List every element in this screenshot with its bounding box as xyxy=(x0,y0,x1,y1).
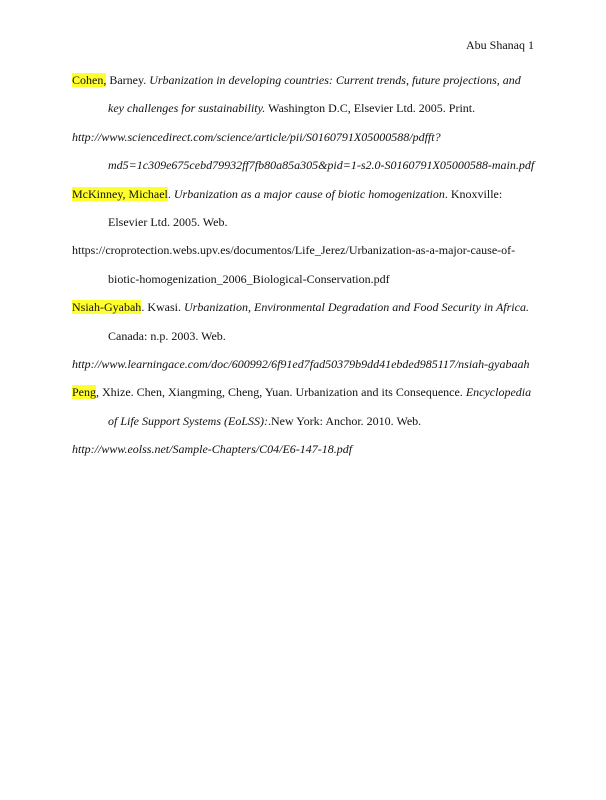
reference-url-line xyxy=(72,236,542,264)
reference-line xyxy=(72,94,542,122)
reference-url-line xyxy=(72,151,542,179)
italic-title: Urbanization as a major cause of biotic homogenization xyxy=(173,186,445,201)
reference-entry xyxy=(72,293,542,378)
highlighted-author: McKinney, Michael xyxy=(72,186,168,201)
reference-line xyxy=(72,66,542,94)
reference-line xyxy=(72,180,542,208)
highlighted-author: Peng xyxy=(72,385,96,400)
reference-line xyxy=(72,378,542,406)
url-text: biotic-homogenization_2006_Biological-Conservation.pdf xyxy=(108,271,390,286)
reference-entry xyxy=(72,66,542,180)
reference-line xyxy=(72,293,542,321)
reference-line xyxy=(72,322,542,350)
reference-entry xyxy=(72,180,542,294)
reference-entry xyxy=(72,378,542,463)
reference-line xyxy=(72,208,542,236)
italic-title: Encyclopedia xyxy=(465,385,532,400)
text-run: , Xhize. Chen, Xiangming, Cheng, Yuan. Urbanization and its Consequence. xyxy=(96,385,466,400)
text-run: .New York: Anchor. 2010. Web. xyxy=(268,413,422,428)
reference-url-line xyxy=(72,265,542,293)
reference-url-line xyxy=(72,435,542,463)
italic-title: Urbanization, Environmental Degradation and Food Security in Africa. xyxy=(183,300,529,315)
italic-title: Urbanization in developing countries: Current trends, future projections, and xyxy=(149,73,521,87)
url-text: http://www.eolss.net/Sample-Chapters/C04/E6-147-18.pdf xyxy=(72,442,353,457)
url-text: http://www.sciencedirect.com/science/article/pii/S0160791X05000588/pdfft? xyxy=(72,129,441,144)
text-run: . Knoxville: xyxy=(444,186,503,201)
text-run: Washington D.C, Elsevier Ltd. 2005. Print. xyxy=(265,101,476,116)
url-text: https://croprotection.webs.upv.es/documentos/Life_Jerez/Urbanization-as-a-major-cause-of- xyxy=(72,243,516,258)
running-head: Abu Shanaq 1 xyxy=(466,38,534,52)
reference-line xyxy=(72,407,542,435)
url-text: http://www.learningace.com/doc/600992/6f91ed7fad50379b9dd41ebded985117/nsiah-gyabaah xyxy=(72,356,530,371)
text-run: . Kwasi. xyxy=(141,300,184,315)
text-run: Elsevier Ltd. 2005. Web. xyxy=(108,214,228,229)
text-run: Canada: n.p. 2003. Web. xyxy=(108,328,226,343)
highlighted-author: Nsiah-Gyabah xyxy=(72,300,142,315)
highlighted-author: Cohen, xyxy=(72,73,107,87)
italic-title: key challenges for sustainability. xyxy=(108,101,266,116)
reference-url-line xyxy=(72,350,542,378)
works-cited-list xyxy=(72,66,542,463)
url-text: md5=1c309e675cebd79932ff7fb80a85a305&pid=1-s2.0-S0160791X05000588-main.pdf xyxy=(108,158,535,173)
text-run: . xyxy=(167,186,174,201)
text-run: Barney. xyxy=(106,73,150,87)
italic-title: of Life Support Systems (EoLSS): xyxy=(108,413,268,428)
reference-url-line xyxy=(72,123,542,151)
